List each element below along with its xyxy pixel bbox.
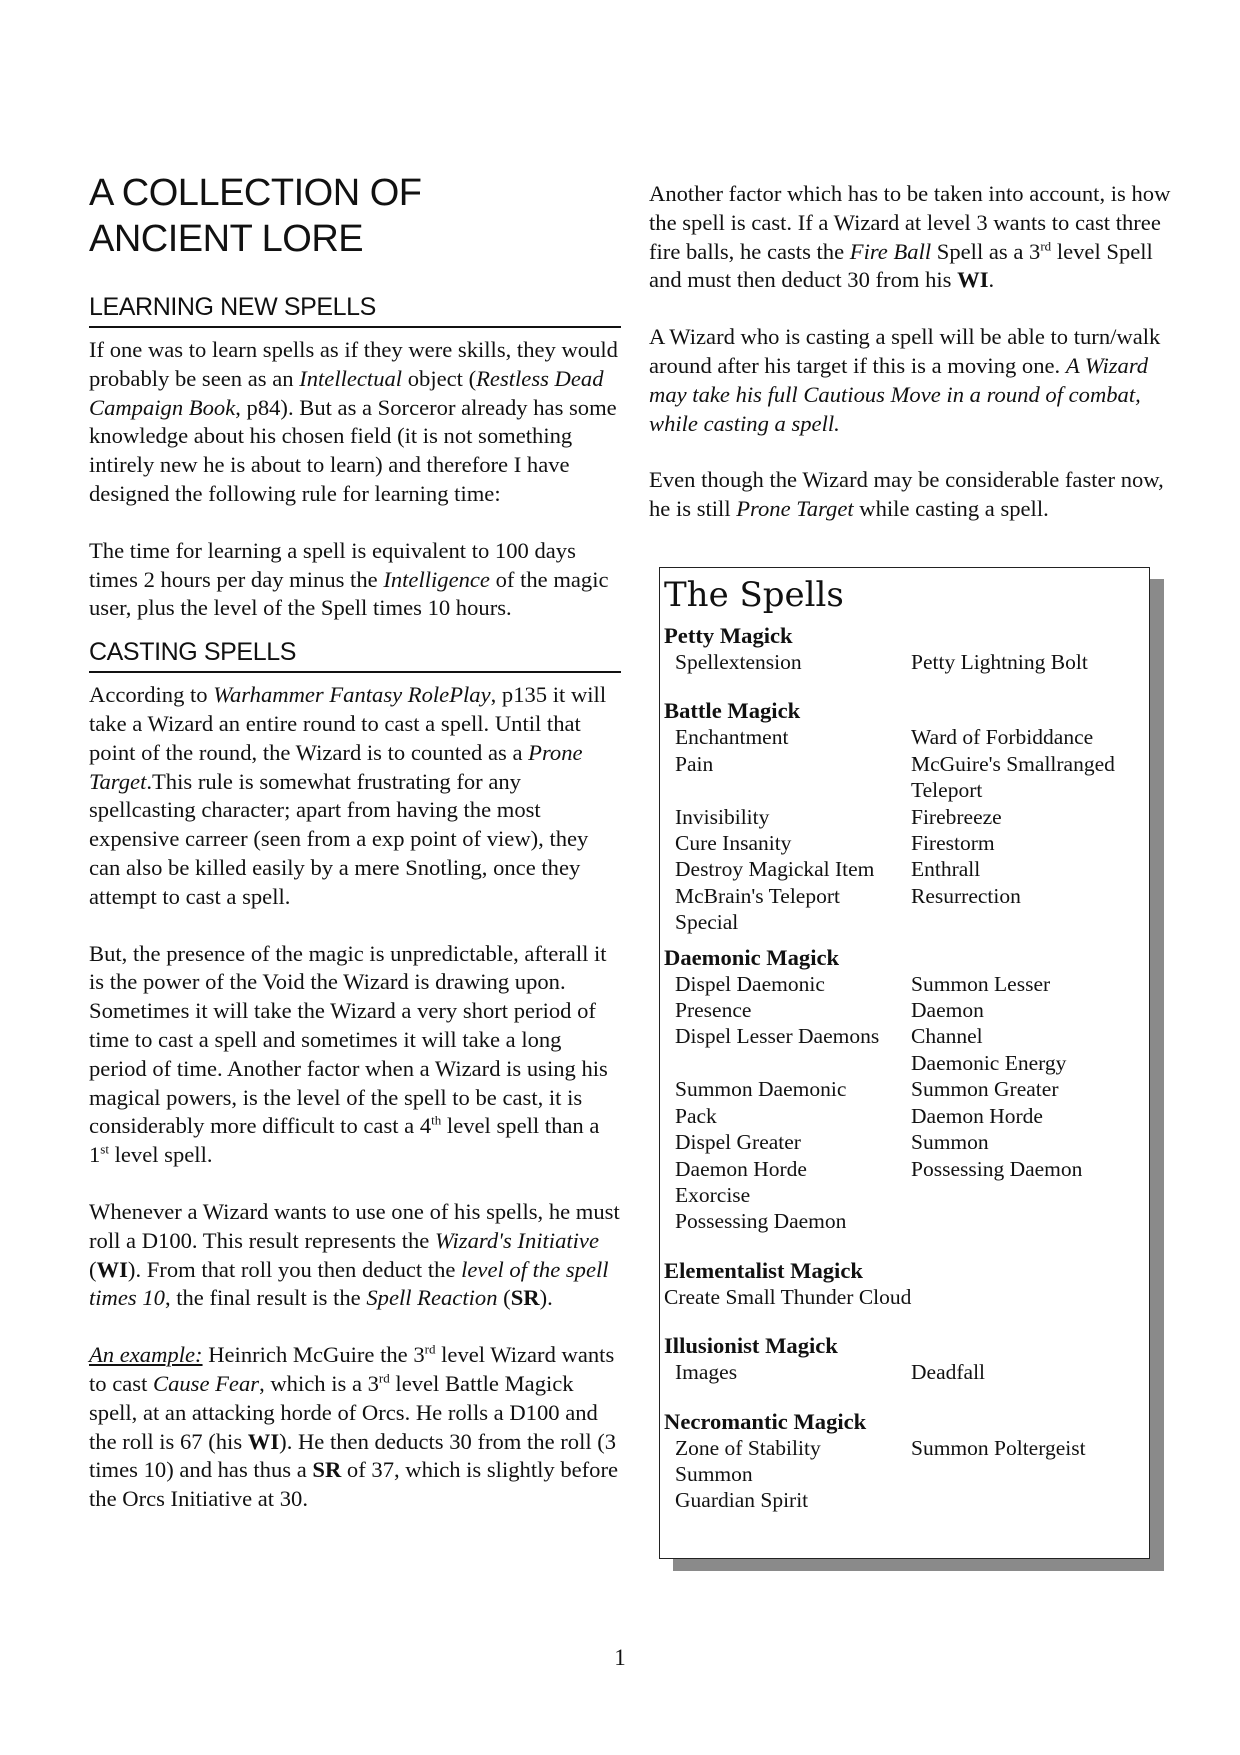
spell-name: Exorcise — [675, 1182, 751, 1207]
category-elementalist: Elementalist Magick — [664, 1257, 863, 1283]
spell-name: Summon Poltergeist — [911, 1435, 1086, 1460]
spell-name: Deadfall — [911, 1360, 986, 1385]
daemonic-list — [664, 971, 1141, 1235]
category-necromantic: Necromantic Magick — [664, 1408, 867, 1434]
spell-name — [900, 1182, 1140, 1208]
spell-name: Firestorm — [911, 831, 995, 856]
title-line-2: ANCIENT LORE — [89, 218, 364, 260]
battle-list — [664, 724, 1141, 935]
spell-name: Summon — [675, 1461, 753, 1486]
spell-name: Firebreeze — [911, 804, 1002, 829]
spell-name: Pain — [675, 751, 714, 776]
right-paragraph-1: Another factor which has to be taken into account, is how the spell is cast. If a Wizard at level 3 wants to cast three fire balls, he casts the Fire Ball Spell as a 3rd level Spell and must then deduct 30 from his WI. — [649, 181, 1171, 293]
category-battle: Battle Magick — [664, 698, 801, 724]
spell-name: Summon Lesser — [911, 971, 1051, 996]
spell-name — [900, 909, 1140, 935]
spell-name: Daemonic Energy — [911, 1050, 1067, 1075]
spell-name: Possessing Daemon — [911, 1156, 1083, 1181]
spell-name: Presence — [675, 998, 752, 1023]
spell-name: Cure Insanity — [675, 831, 792, 856]
spell-name: McBrain's Teleport — [675, 883, 840, 908]
elementalist-spell: Create Small Thunder Cloud — [664, 1284, 912, 1309]
title-line-1: A COLLECTION OF — [89, 172, 422, 214]
spell-name: Summon Daemonic — [675, 1077, 847, 1102]
spell-name: Spellextension — [675, 650, 802, 674]
right-paragraph-3: Even though the Wizard may be considerable faster now, he is still Prone Target while casting a spell. — [649, 467, 1164, 522]
spell-name: Enthrall — [911, 857, 981, 882]
spell-name: Teleport — [911, 778, 983, 803]
page-title — [89, 170, 621, 262]
spell-name: Dispel Lesser Daemons — [675, 1024, 880, 1049]
learning-paragraph-2: The time for learning a spell is equivalent to 100 days times 2 hours per day minus the Intelligence of the magic user, plus the level of the Spell times 10 hours. — [89, 537, 609, 621]
spell-name: Summon — [911, 1130, 989, 1155]
spell-name: Summon Greater — [911, 1077, 1059, 1102]
spell-name: Daemon Horde — [911, 1103, 1043, 1128]
learning-heading: LEARNING NEW SPELLS — [89, 292, 621, 328]
spell-name — [664, 777, 900, 803]
spell-name: Special — [675, 910, 739, 935]
spell-name: Channel — [911, 1024, 983, 1049]
spell-name: Guardian Spirit — [675, 1488, 809, 1513]
spell-name: Invisibility — [675, 804, 770, 829]
spell-box — [659, 567, 1150, 1559]
left-column — [89, 170, 621, 1542]
category-daemonic: Daemonic Magick — [664, 944, 840, 970]
spell-name: Daemon Horde — [675, 1156, 807, 1181]
spell-name — [664, 1050, 900, 1076]
spell-name: Resurrection — [911, 883, 1021, 908]
necromantic-list — [664, 1435, 1141, 1514]
casting-paragraph-3: Whenever a Wizard wants to use one of his spells, he must roll a D100. This result represents the Wizard's Initiative (WI). From that roll you then deduct the level of the spell times 10, the final result is the Spell Reaction (SR). — [89, 1198, 620, 1311]
spell-name: Pack — [675, 1103, 717, 1128]
spell-name: Dispel Daemonic — [675, 971, 825, 996]
spell-name — [900, 1487, 1140, 1513]
spell-name — [900, 1208, 1140, 1234]
spell-name: Enchantment — [675, 725, 789, 750]
right-column — [649, 180, 1179, 552]
casting-paragraph-2: But, the presence of the magic is unpredictable, afterall it is the power of the Void the Wizard is drawing upon. Sometimes it will take the Wizard a very short period of time to cast a spell and sometimes it will take a long period of time. Another factor when a Wizard is using his magical powers, is the level of the spell to be cast, it is considerably more difficult to cast a 4th level spell than a 1st level spell. — [89, 940, 608, 1168]
page-number: 1 — [614, 1645, 626, 1670]
spell-name: Zone of Stability — [675, 1435, 821, 1460]
casting-heading: CASTING SPELLS — [89, 637, 621, 673]
casting-example: An example: Heinrich McGuire the 3rd level Wizard wants to cast Cause Fear, which is a 3rd level Battle Magick spell, at an attacking horde of Orcs. He rolls a D100 and the roll is 67 (his WI). He then deducts 30 from the roll (3 times 10) and has thus a SR of 37, which is slightly before the Orcs Initiative at 30. — [89, 1341, 619, 1512]
spell-name: McGuire's Smallranged — [911, 751, 1115, 776]
casting-paragraph-1: According to Warhammer Fantasy RolePlay, p135 it will take a Wizard an entire round to cast a spell. Until that point of the round, the Wizard is to counted as a Prone Target.This rule is somewhat frustrating for any spellcasting character; apart from having the most expensive carreer (seen from a exp point of view), they can also be killed easily by a mere Snotling, once they attempt to cast a spell. — [89, 682, 607, 909]
spell-name: Daemon — [911, 998, 984, 1023]
category-illusionist: Illusionist Magick — [664, 1333, 838, 1359]
spell-name — [900, 1461, 1140, 1487]
illusionist-list — [664, 1359, 1141, 1385]
spell-box-title: The Spells — [664, 575, 844, 615]
spell-name: Dispel Greater — [675, 1130, 801, 1155]
spell-name: Petty Lightning Bolt — [911, 650, 1088, 674]
learning-paragraph-1: If one was to learn spells as if they were skills, they would probably be seen as an Intellectual object (Restless Dead Campaign Book, p84). But as a Sorceror already has some knowledge about his chosen field (it is not something intirely new he is about to learn) and therefore I have designed the following rule for learning time: — [89, 337, 618, 506]
spell-name: Destroy Magickal Item — [675, 857, 875, 882]
spell-name: Images — [675, 1360, 738, 1385]
category-petty: Petty Magick — [664, 623, 793, 648]
petty-list — [664, 649, 1141, 675]
spell-name: Ward of Forbiddance — [911, 725, 1094, 750]
right-paragraph-2: A Wizard who is casting a spell will be able to turn/walk around after his target if this is a moving one. A Wizard may take his full Cautious Move in a round of combat, while casting a spell. — [649, 324, 1161, 436]
spell-name: Possessing Daemon — [675, 1209, 847, 1234]
